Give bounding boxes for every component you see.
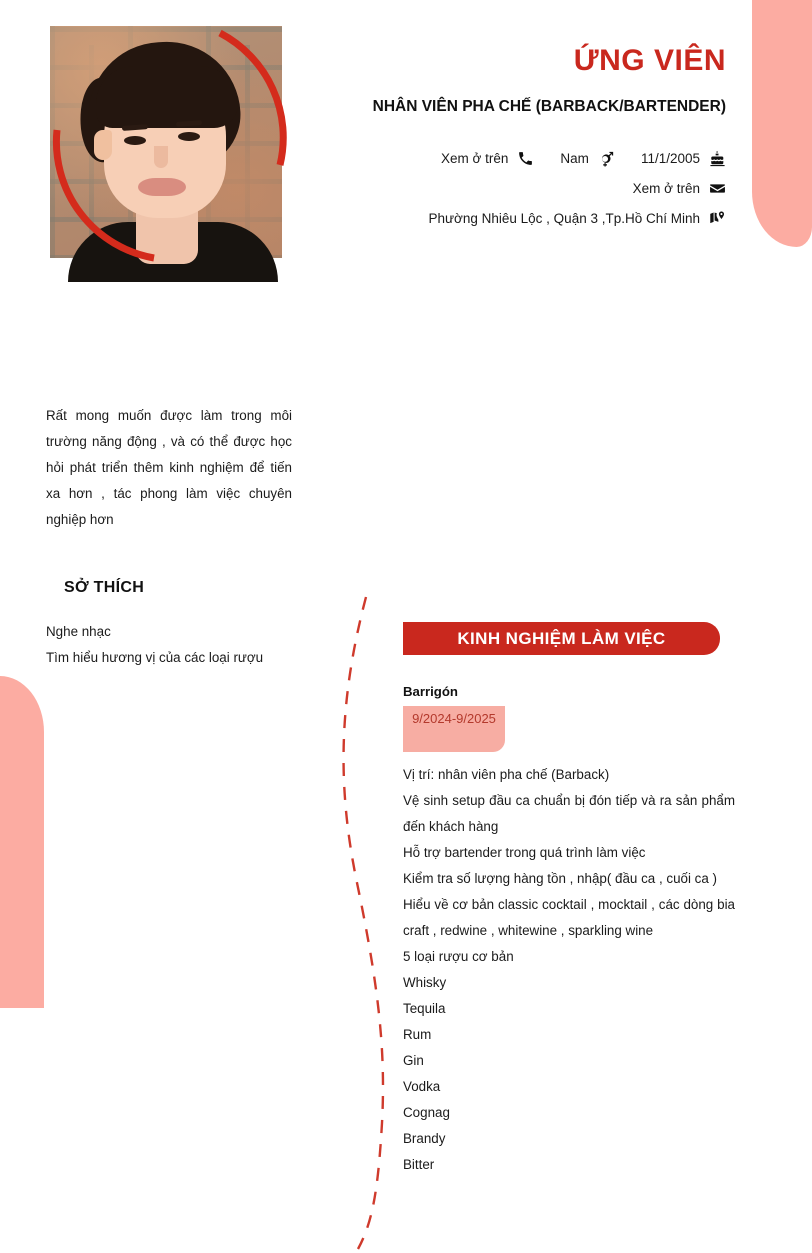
- left-column: [46, 403, 292, 671]
- hobbies-heading: SỞ THÍCH: [64, 579, 145, 596]
- experience-heading-label: KINH NGHIỆM LÀM VIỆC: [457, 628, 666, 648]
- status-badge: 9/2024-9/2025: [403, 706, 505, 752]
- summary-text: Rất mong muốn được làm trong môi trường năng động , và có thể được học hỏi phát triển thêm kinh nghiệm để tiến xa hơn , tác phong làm việc chuyên nghiệp hơn: [46, 408, 292, 527]
- job-title: NHÂN VIÊN PHA CHẾ (BARBACK/BARTENDER): [372, 98, 726, 115]
- list-item: Gin: [403, 1053, 424, 1068]
- contact-address: [428, 210, 726, 227]
- list-item: Cognag: [403, 1105, 450, 1120]
- list-item: Nghe nhạc: [46, 624, 111, 639]
- list-item: Hỗ trợ bartender trong quá trình làm việc: [403, 845, 646, 860]
- map-pin-icon: [709, 210, 726, 227]
- contact-phone-label: Xem ở trên: [441, 151, 509, 167]
- email-icon: [709, 180, 726, 197]
- contact-gender-label: Nam: [560, 151, 589, 167]
- page-title: ỨNG VIÊN: [573, 44, 726, 77]
- list-item: Vodka: [403, 1079, 441, 1094]
- contact-row-1: [326, 144, 726, 174]
- list-item: 5 loại rượu cơ bản: [403, 949, 514, 964]
- contact-row-3: [326, 204, 726, 234]
- list-item: Rum: [403, 1027, 432, 1042]
- list-item: Brandy: [403, 1131, 446, 1146]
- phone-icon: [517, 150, 534, 167]
- contact-email[interactable]: [633, 180, 726, 197]
- contact-email-label: Xem ở trên: [632, 181, 700, 197]
- contact-info: [326, 144, 726, 234]
- list-item: Hiểu về cơ bản classic cocktail , mocktail , các dòng bia craft , redwine , whitewine , sparkling wine: [403, 897, 735, 938]
- experience-details: [403, 762, 735, 1178]
- header-text-block: [326, 44, 726, 234]
- experience-entry: [403, 684, 735, 1178]
- contact-gender: [560, 150, 615, 167]
- list-item: Tequila: [403, 1001, 446, 1016]
- list-item: Vị trí: nhân viên pha chế (Barback): [403, 767, 610, 782]
- list-item: Tìm hiểu hương vị của các loại rượu: [46, 650, 264, 665]
- decorative-pink-shape-bottom-left: [0, 676, 44, 1008]
- birthday-cake-icon: [709, 150, 726, 167]
- experience-section-header: [403, 622, 720, 655]
- gender-icon: [598, 150, 615, 167]
- contact-birthday-label: 11/1/2005: [640, 151, 700, 167]
- right-column: [403, 622, 735, 1178]
- contact-address-label: Phường Nhiêu Lộc , Quận 3 ,Tp.Hồ Chí Minh: [428, 211, 700, 227]
- contact-row-2: [326, 174, 726, 204]
- company-name: Barrigón: [403, 684, 458, 699]
- list-item: Vệ sinh setup đầu ca chuẩn bị đón tiếp và ra sản phẩm đến khách hàng: [403, 793, 735, 834]
- dashed-divider: [330, 593, 400, 1253]
- contact-phone[interactable]: [441, 150, 534, 167]
- contact-birthday: [641, 150, 726, 167]
- cv-header: [0, 0, 800, 280]
- list-item: Whisky: [403, 975, 447, 990]
- list-item: Bitter: [403, 1157, 435, 1172]
- hobbies-list: [46, 619, 292, 671]
- avatar: [46, 22, 286, 262]
- avatar-ring-decoration: [46, 22, 286, 262]
- list-item: Kiểm tra số lượng hàng tồn , nhập( đầu ca , cuối ca ): [403, 871, 718, 886]
